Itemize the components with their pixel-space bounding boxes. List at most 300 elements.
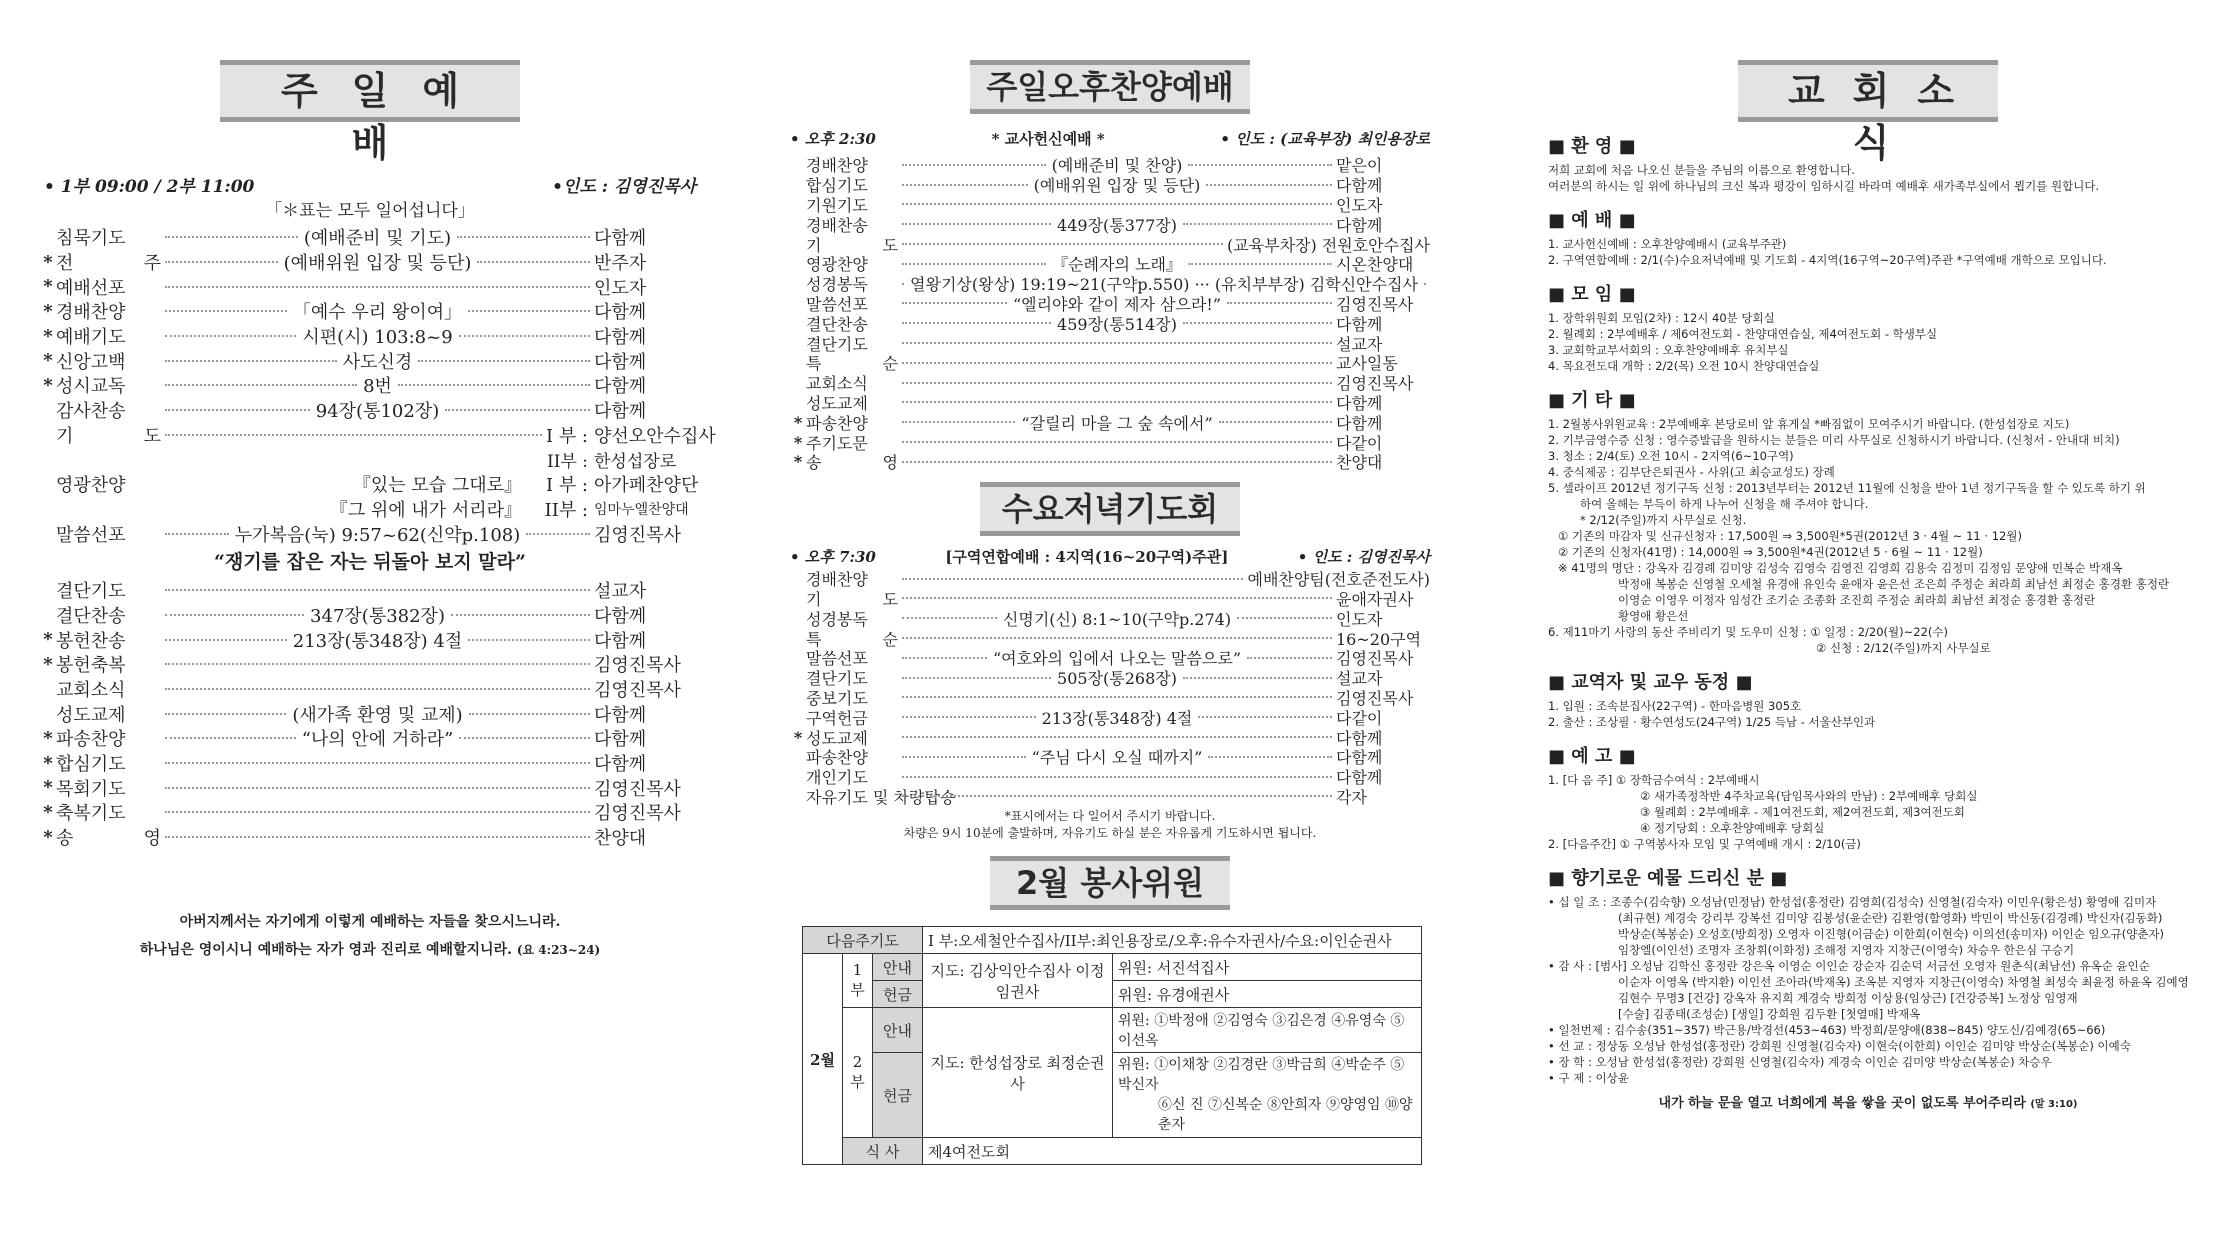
- item-person: (교육부차장) 전원호안수집사: [1226, 235, 1430, 255]
- item-name: 말씀선포: [806, 294, 868, 314]
- item-person: 다같이: [1336, 433, 1383, 453]
- item-detail: “갈릴리 마을 그 숲 속에서”: [1021, 413, 1213, 433]
- dot-leader: [477, 261, 590, 263]
- dot-leader: [457, 236, 590, 238]
- item-person: 다함께: [594, 729, 647, 751]
- wednesday-row: [790, 787, 1430, 807]
- dot-leader: [902, 421, 1015, 423]
- item-person: 인도자: [594, 277, 647, 299]
- item-detail: (예배위원 입장 및 등단): [1033, 176, 1201, 196]
- names-line: ※ 41명의 명단 : 강옥자 김경례 김미양 김성숙 김영숙 김영진 김영희 김용숙 김정미 김정임 문양애 민복순 박재옥: [1558, 561, 2123, 575]
- worship-heading: ■ 예 배 ■: [1548, 210, 1636, 231]
- dot-leader: [902, 362, 1332, 364]
- etc-line: 5. 셀라이프 2012년 정기구독 신청 : 2013년부터는 2012년 11월에 신청을 받아 1년 정기구독을 할 수 있도록 하기 위: [1548, 481, 2146, 495]
- dot-leader: [165, 409, 310, 411]
- afternoon-row: [790, 175, 1430, 195]
- service-row: [40, 299, 700, 324]
- item-name: 파송찬양: [56, 729, 126, 751]
- subscription-2: ② 기존의 신청자(41명) : 14,000원 ⇒ 3,500원*4권(2012년 5 · 6월 ~ 11 · 12월): [1558, 545, 1983, 559]
- dot-leader: [165, 713, 286, 715]
- dot-leader: [165, 737, 296, 739]
- afternoon-row: [790, 452, 1430, 472]
- service-row: [40, 398, 700, 423]
- item-detail: 「예수 우리 왕이여」: [292, 302, 463, 324]
- offering-line: 박상순(복봉순) 오성호(방희정) 오영자 이진형(이금순) 이한희(이현숙) 이의선(송미자) 이인순 임오규(양춘자): [1618, 927, 2165, 941]
- dot-leader: [165, 639, 287, 641]
- dot-leader: [468, 639, 590, 641]
- etc-6: 6. 제11마기 사랑의 동산 주비리기 및 도우미 신청 : ① 일정 : 2/20(월)~22(수): [1548, 625, 1948, 639]
- meeting-section: [1548, 310, 2188, 374]
- dot-leader: [902, 302, 1007, 304]
- item-person: 다함께: [594, 228, 647, 250]
- item-name: 결단기도: [56, 581, 126, 603]
- announce-2: 2. [다음주간] ① 구역봉사자 모임 및 구역예배 개시 : 2/10(금): [1548, 837, 1861, 851]
- item-name: 교회소식: [56, 680, 126, 702]
- item-name: 결단기도: [806, 334, 868, 354]
- etc-section: [1548, 416, 2188, 496]
- dot-leader: [165, 811, 590, 813]
- item-name: 결단기도: [806, 669, 868, 689]
- dot-leader: [165, 335, 296, 337]
- afternoon-row: [790, 274, 1430, 294]
- item-name: 합심기도: [56, 754, 126, 776]
- item-person: 다함께: [594, 704, 647, 726]
- offering-line: • 감 사 : [범사] 오성남 김학신 홍정란 강은옥 이영순 이인순 강순자 김순덕 서금선 오영자 원춘식(최남선) 유옥순 윤인순: [1548, 959, 2150, 973]
- dot-leader: [902, 597, 1332, 599]
- dot-leader: [418, 360, 590, 362]
- item-person: 설교자: [1336, 334, 1383, 354]
- dot-leader: [165, 434, 542, 436]
- offering-line: 임창엘(이인선) 조명자 조창휘(이화정) 조해정 지영자 지창근(이영숙) 차승우 한은심 구승기: [1618, 943, 2075, 957]
- item-name: 파송찬양: [806, 748, 868, 768]
- item-name: 신앙고백: [56, 351, 126, 373]
- item-name: 예배선포: [56, 277, 126, 299]
- item-detail: 신명기(신) 8:1~10(구약p.274): [1002, 609, 1232, 629]
- item-name: 구역헌금: [806, 708, 868, 728]
- dot-leader: [459, 335, 590, 337]
- names-line: 황영애 황은선: [1618, 609, 1689, 623]
- stand-mark: *: [43, 251, 53, 273]
- item-detail: 347장(통382장): [310, 605, 445, 627]
- dot-leader: [902, 716, 1036, 718]
- afternoon-row: [790, 313, 1430, 333]
- item-name: 주기도문: [806, 433, 868, 453]
- dot-leader: [902, 696, 1332, 698]
- order-of-service-2: [40, 578, 700, 850]
- item-name: 예배기도: [56, 327, 126, 349]
- item-person: 16~20구역: [1336, 629, 1422, 649]
- dot-leader: [469, 713, 590, 715]
- item-name: 성경봉독: [806, 609, 868, 629]
- item-name: 말씀선포: [806, 649, 868, 669]
- item-detail: 213장(통348장) 4절: [292, 630, 463, 652]
- service-row: [40, 677, 700, 702]
- announce-indented: [1548, 788, 2188, 836]
- item-person: 시온찬양대: [1336, 255, 1414, 275]
- afternoon-row: [790, 353, 1430, 373]
- item-person: 인도자: [1336, 609, 1383, 629]
- dot-leader: [398, 384, 590, 386]
- dot-leader: [902, 203, 1332, 205]
- service-row: [40, 825, 700, 850]
- item-name: 봉헌축복: [56, 655, 126, 677]
- item-person: 설교자: [594, 581, 647, 603]
- part2-cell: 2부: [843, 1008, 873, 1138]
- item-name: 송 영: [56, 828, 161, 850]
- item-name: 경배찬양: [806, 570, 868, 590]
- dot-leader: [902, 322, 1051, 324]
- worship-leader: •인도 : 김영진목사: [552, 177, 696, 197]
- etc-line: 하여 올해는 부득이 하게 나누어 신청을 해 주셔야 합니다.: [1580, 497, 1869, 511]
- afternoon-row: [790, 155, 1430, 175]
- item-person: 다같이: [1336, 708, 1383, 728]
- afternoon-row: [790, 333, 1430, 353]
- offering-line: (최규현) 계경숙 강리부 강복선 김미양 김봉성(윤순란) 김환영(함영화) 박민이 박신동(김경례) 박신자(김동화): [1618, 911, 2163, 925]
- item-detail: 505장(통268장): [1057, 669, 1177, 689]
- subscription-1: ① 기존의 마감자 및 신규신청자 : 17,500원 ⇒ 3,500원*5권(2012년 3 · 4월 ~ 11 · 12월): [1558, 529, 2022, 543]
- stand-mark: *: [43, 752, 53, 774]
- wednesday-notes: *표시에서는 다 일어서 주시기 바랍니다. 차량은 9시 10분에 출발하며, 자유기도 하실 분은 자유롭게 기도하시면 됩니다.: [903, 809, 1317, 841]
- item-detail: 열왕기상(왕상) 19:19~21(구약p.550) ··· (유치부부장) 김학신안수집사: [910, 275, 1418, 295]
- etc-line: 3. 청소 : 2/4(토) 오전 10시 - 2지역(6~10구역): [1548, 449, 1794, 463]
- staff-line: 1. 입원 : 조속분집사(22구역) - 한마음병원 305호: [1548, 699, 1802, 713]
- etc-line: 4. 중식제공 : 김부단은퇴권사 - 사위(고 최승교성도) 장례: [1548, 465, 1835, 479]
- item-person: 양선오안수집사: [594, 425, 716, 447]
- item-name: 기 도: [806, 589, 898, 609]
- dot-leader: [1183, 677, 1332, 679]
- item-person: 다함께: [594, 376, 647, 398]
- meal-label: 식 사: [843, 1138, 923, 1165]
- offering-heading: ■ 향기로운 예물 드리신 분 ■: [1548, 868, 1788, 889]
- item-person: 김영진목사: [1336, 294, 1414, 314]
- welcome-heading: ■ 환 영 ■: [1548, 136, 1636, 157]
- afternoon-meta: • 오후 2:30 * 교사헌신예배 * • 인도 : (교육부장) 최인용장로: [790, 130, 1430, 148]
- item-name: 전 주: [56, 253, 161, 275]
- item-name: 성도교제: [56, 704, 126, 726]
- item-detail: “주님 다시 오실 때까지”: [1031, 748, 1203, 768]
- item-name: 경배찬양: [806, 156, 868, 176]
- dot-leader: [165, 286, 590, 288]
- item-detail: (새가족 환영 및 교제): [292, 704, 463, 726]
- dot-leader: [1198, 716, 1332, 718]
- dot-leader: [1219, 421, 1332, 423]
- service-row: [40, 423, 716, 448]
- item-name: 송 영: [806, 453, 898, 473]
- item-name: 성도교제: [806, 393, 868, 413]
- announce-line: ③ 월례회 : 2부예배후 - 제1여전도회, 제2여전도회, 제3여전도회: [1640, 805, 1965, 819]
- service-row: [40, 348, 700, 373]
- service-row: [40, 627, 700, 652]
- service-row: [40, 274, 700, 299]
- afternoon-row: [790, 254, 1430, 274]
- item-name: 파송찬양: [806, 413, 868, 433]
- wednesday-row: [790, 628, 1430, 648]
- item-detail: 시편(시) 103:8~9: [302, 327, 453, 349]
- item-person: 다함께: [594, 754, 647, 776]
- wednesday-row: [790, 707, 1430, 727]
- service-row: [40, 652, 700, 677]
- service-row: [40, 225, 700, 250]
- item-person: 다함께: [594, 327, 647, 349]
- dot-leader: [902, 283, 904, 285]
- dot-leader: [902, 461, 1332, 463]
- item-detail: 사도신경: [342, 351, 413, 373]
- stand-mark: *: [43, 374, 53, 396]
- item-person: 다함께: [1336, 748, 1383, 768]
- item-name: 자유기도 및 차량탑승: [806, 787, 956, 807]
- item-detail: 8번: [363, 376, 392, 398]
- worship-times: • 1부 09:00 / 2부 11:00: [44, 177, 255, 197]
- dot-leader: [1237, 617, 1332, 619]
- service-row: [40, 250, 700, 275]
- item-detail: 213장(통348장) 4절: [1041, 708, 1193, 728]
- dot-leader: [902, 184, 1028, 186]
- item-detail: “여호와의 입에서 나오는 말씀으로”: [993, 649, 1242, 669]
- item-name: 교회소식: [806, 374, 868, 394]
- dot-leader: [902, 677, 1051, 679]
- item-person: 다함께: [1336, 393, 1383, 413]
- item-person: 설교자: [1336, 669, 1383, 689]
- dot-leader: [902, 776, 1332, 778]
- service-row: [40, 726, 700, 751]
- item-person: 다함께: [594, 401, 647, 423]
- offering-line: • 일천번제 : 김수송(351~357) 박근용/박경선(453~463) 박정희/문양애(838~845) 양도신/김예경(65~66): [1548, 1023, 2106, 1037]
- dot-leader: [1188, 164, 1332, 166]
- item-name: 특 순: [806, 354, 898, 374]
- next-prayer-label: 다음주기도: [803, 927, 923, 954]
- item-part: I 부 :: [545, 425, 588, 447]
- dot-leader: [902, 736, 1332, 738]
- service-row: [40, 578, 700, 603]
- service-row: [40, 701, 700, 726]
- item-name: 특 순: [806, 629, 898, 649]
- item-person: 김영진목사: [594, 680, 681, 702]
- item-person: 김영진목사: [1336, 649, 1414, 669]
- etc-indented: [1548, 496, 2188, 528]
- meeting-line: 1. 장학위원회 모임(2차) : 12시 40분 당회실: [1548, 311, 1775, 325]
- prayer-second-service: II부 : 한성섭장로: [547, 452, 677, 473]
- item-person: 다함께: [1336, 176, 1383, 196]
- item-person: 김영진목사: [594, 655, 681, 677]
- item-person: 김영진목사: [594, 778, 681, 800]
- dot-leader: [902, 756, 1026, 758]
- offering-line: • 십 일 조 : 조종수(김숙향) 오성남(민정남) 한성섭(홍정란) 김영희(김성숙) 신영철(김숙자) 이민우(황은성) 황영애 김미자: [1548, 895, 2157, 909]
- item-detail: 94장(통102장): [315, 401, 440, 423]
- sunday-worship-column: [40, 60, 716, 964]
- closing-verse: 내가 하늘 문을 열고 너희에게 복을 쌓을 곳이 없도록 부어주리라 (말 3:10): [1658, 1096, 2078, 1111]
- standing-notice: 「＊표는 모두 일어섭니다」: [265, 201, 475, 221]
- etc-heading: ■ 기 타 ■: [1548, 390, 1636, 411]
- meeting-line: 3. 교회학교부서회의 : 오후찬양예배후 유치부실: [1548, 343, 1789, 357]
- meeting-line: 2. 월례회 : 2부예배후 / 제6여전도회 - 찬양대연습실, 제4여전도회 - 학생부실: [1548, 327, 1938, 341]
- afternoon-row: [790, 294, 1430, 314]
- dot-leader: [902, 441, 1332, 443]
- dot-leader: [1206, 184, 1332, 186]
- announce-heading: ■ 예 고 ■: [1548, 746, 1636, 767]
- staff-heading: ■ 교역자 및 교우 동정 ■: [1548, 672, 1753, 693]
- offering-line: • 선 교 : 정상동 오성남 한성섭(홍정란) 강희원 신영철(김숙자) 이현숙(이한희) 이인순 김미양 박상순(복봉순) 이예숙: [1548, 1039, 2131, 1053]
- worship-line: 2. 구역연합예배 : 2/1(수)수요저녁예배 및 기도회 - 4지역(16구역~20구역)주관 *구역예배 개학으로 모입니다.: [1548, 253, 2107, 267]
- names-41: [1548, 560, 2188, 624]
- item-person: 각자: [1336, 787, 1367, 807]
- afternoon-row: [790, 234, 1430, 254]
- item-person: 김영진목사: [1336, 374, 1414, 394]
- dot-leader: [1424, 283, 1426, 285]
- service-row: [40, 373, 700, 398]
- sunday-worship-title: 주일예배: [220, 60, 520, 122]
- volunteers-title: 2월 봉사위원: [990, 856, 1230, 910]
- offering-line: 이순자 이영옥 (박지환) 이인선 조아라(박재옥) 조옥분 지영자 지창근(이영숙) 차영철 최성숙 최윤정 하윤옥 김예영: [1618, 975, 2189, 989]
- worship-section: [1548, 236, 2188, 268]
- sermon-title: “쟁기를 잡은 자는 뒤돌아 보지 말라”: [214, 550, 526, 573]
- item-person: 교사일동: [1336, 354, 1398, 374]
- item-detail: 459장(통514장): [1057, 314, 1177, 334]
- offering-line: • 구 제 : 이상윤: [1548, 1071, 1629, 1085]
- service-row: [40, 800, 700, 825]
- dot-leader: [165, 614, 304, 616]
- item-name: 성도교제: [806, 728, 868, 748]
- wednesday-row: [790, 767, 1430, 787]
- order-of-service: [40, 225, 716, 447]
- offering-line: 김현수 무명3 [건강] 강옥자 유지희 계경숙 방희정 이상용(임상근) [건강증복] 노정상 임영재: [1618, 991, 2078, 1005]
- offering-line: [수술] 김종태(조성순) [생일] 강희원 김두환 [첫열매] 박재옥: [1618, 1007, 1921, 1021]
- praise-row-1: 영광찬양 『있는 모습 그대로』 I 부 : 아가페찬양단: [56, 475, 699, 497]
- item-name: 봉헌찬송: [56, 630, 126, 652]
- dot-leader: [165, 261, 278, 263]
- wednesday-row: [790, 589, 1430, 609]
- item-name: 축복기도: [56, 803, 126, 825]
- stand-mark: *: [43, 629, 53, 651]
- dot-leader: [165, 688, 590, 690]
- wednesday-row: [790, 727, 1430, 747]
- item-name: 영광찬양: [806, 255, 868, 275]
- part2-leaders: 지도: 한성섭장로 최정순권사: [923, 1008, 1113, 1138]
- part1-leaders: 지도: 김상익안수집사 이정임권사: [923, 954, 1113, 1008]
- etc-line: 1. 2월봉사위원교육 : 2부예배후 본당로비 앞 휴게실 *빠짐없이 모여주시기 바랍니다. (한성섭장로 지도): [1548, 417, 2070, 431]
- dot-leader: [902, 401, 1332, 403]
- item-person: 다함께: [594, 351, 647, 373]
- afternoon-worship-column: [790, 60, 1430, 1165]
- afternoon-row: [790, 195, 1430, 215]
- dot-leader: [459, 737, 590, 739]
- dot-leader: [902, 382, 1332, 384]
- offering-section: [1548, 894, 2188, 1086]
- item-person: 다함께: [1336, 215, 1383, 235]
- dot-leader: [165, 310, 287, 312]
- names-line: 박정애 복봉순 신영철 오세철 유경애 유인숙 윤애자 윤은선 조은희 주정순 최라희 최남선 최정순 홍경환 홍정란: [1618, 577, 2170, 591]
- church-news-column: [1548, 60, 2188, 1111]
- praise-row-2: 『그 위에 내가 서리라』 II부 : 임마누엘찬양대: [329, 499, 689, 521]
- stand-mark: *: [793, 727, 803, 747]
- month-cell: 2월: [803, 954, 843, 1165]
- stand-mark: *: [43, 300, 53, 322]
- stand-mark: *: [793, 452, 803, 472]
- dot-leader: [902, 637, 1332, 639]
- offering-line: • 장 학 : 오성남 한성섭(홍정란) 강희원 신영철(김숙자) 계경숙 이인순 김미양 박상순(복봉순) 차승우: [1548, 1055, 2052, 1069]
- item-detail: (예배준비 및 기도): [303, 228, 452, 250]
- afternoon-row: [790, 214, 1430, 234]
- item-name: 경배찬양: [56, 302, 126, 324]
- etc-6b: ② 신청 : 2/12(주일)까지 사무실로: [1816, 641, 1991, 655]
- item-detail: 449장(통377장): [1057, 215, 1177, 235]
- etc-line: * 2/12(주일)까지 사무실로 신청.: [1580, 513, 1747, 527]
- dot-leader: [902, 243, 1223, 245]
- item-name: 결단찬송: [806, 314, 868, 334]
- dot-leader: [902, 164, 1046, 166]
- dot-leader: [165, 236, 298, 238]
- stand-mark: *: [793, 432, 803, 452]
- item-name: 기 도: [806, 235, 898, 255]
- item-person: 인도자: [1336, 196, 1383, 215]
- item-person: 김영진목사: [594, 803, 681, 825]
- item-person: 다함께: [1336, 768, 1383, 788]
- worship-meta: [40, 172, 700, 197]
- dot-leader: [445, 409, 590, 411]
- dot-leader: [165, 384, 357, 386]
- afternoon-row: [790, 412, 1430, 432]
- volunteers-table: 다음주기도 I 부:오세철안수집사/II부:최인용장로/오후:유수자권사/수요:이인순권사 2월 1부 안내 지도: 김상익안수집사 이정임권사 위원: 서진석집사 헌금 위원: 유경애권사 2부 안내 지도: 한성섭장로 최정순권사 위원: ①박정애 ②김영숙 ③김은경 ④유영숙 ⑤이선옥 헌금 위원: ①이채창 ②김경란 ③박금희 ④박순주 ⑤박신자 ⑥신 진 ⑦신복순 ⑧안희자 ⑨양영임 ⑩양춘자 식 사 제4여전도회: [802, 926, 1422, 1165]
- next-prayer-value: I 부:오세철안수집사/II부:최인용장로/오후:유수자권사/수요:이인순권사: [923, 927, 1422, 954]
- dot-leader: [165, 589, 590, 591]
- afternoon-order: [790, 155, 1430, 472]
- afternoon-worship-title: 주일오후찬양예배: [970, 60, 1250, 114]
- item-name: 목회기도: [56, 778, 126, 800]
- announce-line: ② 새가족정착반 4주차교육(담임목사와의 만남) : 2부예배후 당회실: [1640, 789, 1978, 803]
- item-detail: (예배위원 입장 및 등단): [283, 253, 472, 275]
- stand-mark: *: [793, 412, 803, 432]
- dot-leader: [1208, 756, 1332, 758]
- dot-leader: [1183, 322, 1332, 324]
- dot-leader: [902, 657, 987, 659]
- item-person: 예배찬양팀(전호준전도사): [1247, 570, 1430, 590]
- announce-line: ④ 정기당회 : 오후찬양예배후 당회실: [1640, 821, 1825, 835]
- staff-line: 2. 출산 : 조상필 · 황수연성도(24구역) 1/25 득남 - 서울산부인과: [1548, 715, 1876, 729]
- item-name: 기원기도: [806, 196, 868, 215]
- wednesday-row: [790, 747, 1430, 767]
- item-detail: 『순례자의 노래』: [1052, 255, 1182, 275]
- item-name: 결단찬송: [56, 605, 126, 627]
- item-person: 다함께: [594, 630, 647, 652]
- service-row: [40, 751, 700, 776]
- wednesday-order: [790, 569, 1430, 807]
- stand-mark: *: [43, 826, 53, 848]
- dot-leader: [902, 263, 1046, 265]
- dot-leader: [165, 762, 590, 764]
- item-name: 성시교독: [56, 376, 126, 398]
- afternoon-row: [790, 432, 1430, 452]
- item-person: 윤애자권사: [1336, 589, 1414, 609]
- item-person: 맡은이: [1336, 156, 1383, 176]
- wednesday-row: [790, 688, 1430, 708]
- item-person: 다함께: [1336, 314, 1383, 334]
- dot-leader: [902, 617, 997, 619]
- item-person: 다함께: [1336, 413, 1383, 433]
- meeting-heading: ■ 모 임 ■: [1548, 284, 1636, 305]
- dot-leader: [902, 795, 1332, 797]
- sermon-row: 말씀선포 누가복음(눅) 9:57~62(신약p.108) 김영진목사: [56, 524, 681, 546]
- dot-leader: [902, 223, 1051, 225]
- service-row: [40, 324, 700, 349]
- dot-leader: [1183, 223, 1332, 225]
- item-name: 합심기도: [806, 176, 868, 196]
- stand-mark: *: [43, 276, 53, 298]
- item-name: 기 도: [56, 425, 161, 447]
- dot-leader: [1227, 302, 1332, 304]
- wednesday-row: [790, 648, 1430, 668]
- church-news-title: 교회소식: [1738, 60, 1998, 122]
- meal-value: 제4여전도회: [923, 1138, 1422, 1165]
- item-name: 감사찬송: [56, 401, 126, 423]
